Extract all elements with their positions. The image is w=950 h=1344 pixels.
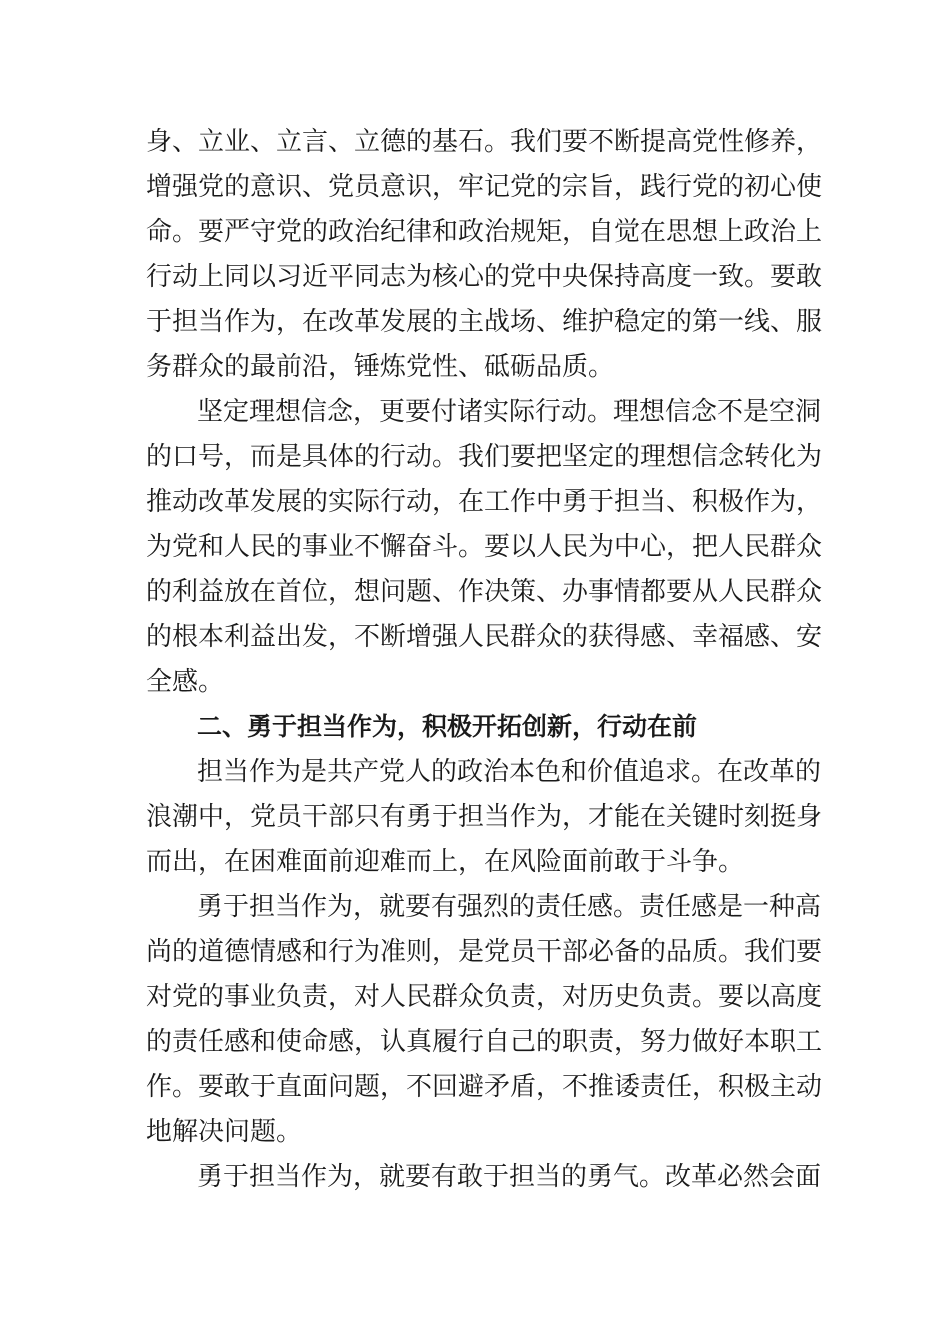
paragraph-line: 勇于担当作为，就要有强烈的责任感。责任感是一种高 [197, 892, 822, 922]
paragraph-line: 为党和人民的事业不懈奋斗。要以人民为中心，把人民群众 [146, 532, 823, 562]
paragraph-line: 的利益放在首位，想问题、作决策、办事情都要从人民群众 [146, 577, 823, 607]
paragraph-line: 的责任感和使命感，认真履行自己的职责，努力做好本职工 [146, 1027, 823, 1057]
paragraph-line: 勇于担当作为，就要有敢于担当的勇气。改革必然会面 [197, 1162, 822, 1192]
paragraph-line: 担当作为是共产党人的政治本色和价值追求。在改革的 [197, 757, 822, 787]
paragraph-line: 务群众的最前沿，锤炼党性、砥砺品质。 [146, 352, 615, 382]
paragraph-line: 推动改革发展的实际行动，在工作中勇于担当、积极作为， [146, 487, 823, 517]
paragraph-line: 坚定理想信念，更要付诸实际行动。理想信念不是空洞 [197, 397, 822, 427]
paragraph-line: 作。要敢于直面问题，不回避矛盾，不推诿责任，积极主动 [146, 1072, 823, 1102]
paragraph-line: 命。要严守党的政治纪律和政治规矩，自觉在思想上政治上 [146, 217, 823, 247]
paragraph-line: 增强党的意识、党员意识，牢记党的宗旨，践行党的初心使 [146, 172, 823, 202]
paragraph-line: 的口号，而是具体的行动。我们要把坚定的理想信念转化为 [146, 442, 823, 472]
paragraph-line: 而出，在困难面前迎难而上，在风险面前敢于斗争。 [146, 847, 745, 877]
paragraph-line: 全感。 [146, 667, 225, 697]
paragraph-line: 浪潮中，党员干部只有勇于担当作为，才能在关键时刻挺身 [146, 802, 823, 832]
paragraph-line: 尚的道德情感和行为准则，是党员干部必备的品质。我们要 [146, 937, 823, 967]
paragraph-line: 于担当作为，在改革发展的主战场、维护稳定的第一线、服 [146, 307, 823, 337]
paragraph-line: 的根本利益出发，不断增强人民群众的获得感、幸福感、安 [146, 622, 823, 652]
paragraph-line: 对党的事业负责，对人民群众负责，对历史负责。要以高度 [146, 982, 823, 1012]
paragraph-line: 行动上同以习近平同志为核心的党中央保持高度一致。要敢 [146, 262, 823, 292]
paragraph-line: 身、立业、立言、立德的基石。我们要不断提高党性修养， [146, 127, 823, 157]
paragraph-line: 地解决问题。 [146, 1117, 303, 1147]
section-heading: 二、勇于担当作为，积极开拓创新，行动在前 [197, 712, 698, 741]
